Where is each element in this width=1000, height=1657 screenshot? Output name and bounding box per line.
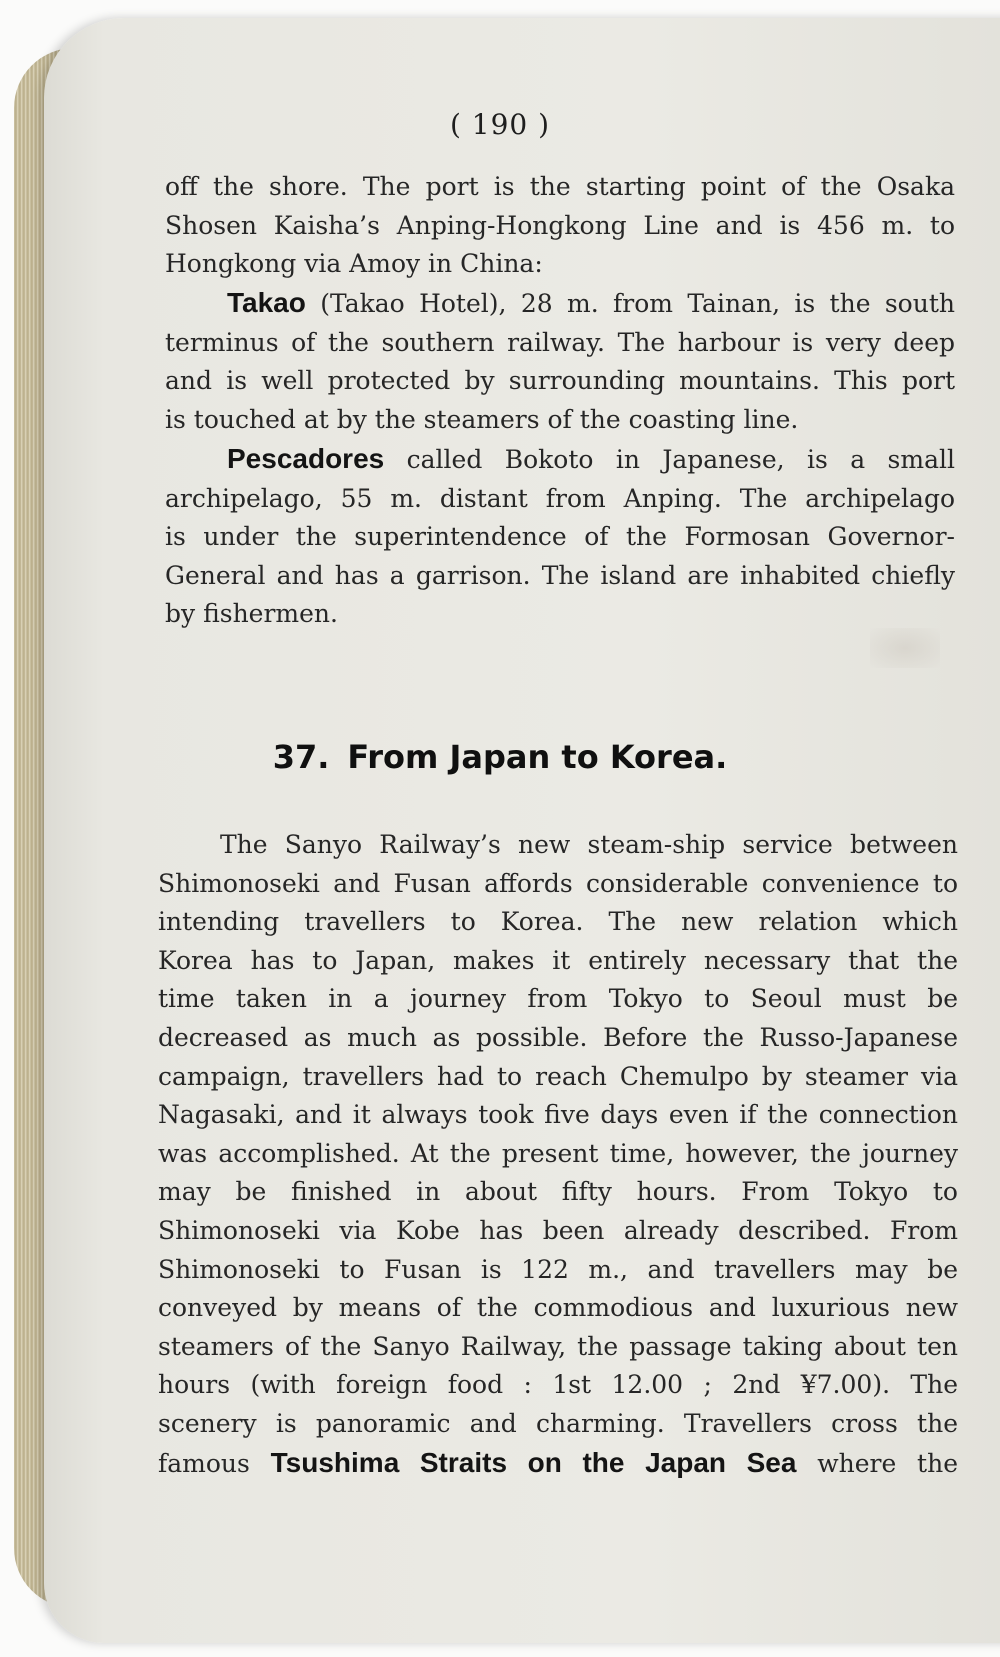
- text-line: terminus of the southern railway. The harbour is very deep: [165, 327, 955, 357]
- text-line: Hongkong via Amoy in China:: [165, 249, 543, 278]
- text-run: where the: [817, 1448, 958, 1478]
- section-heading: [0, 738, 1000, 776]
- text-line: and is well protected by surrounding mountains. This port: [165, 366, 955, 395]
- text-line: Shimonoseki and Fusan affords considerable convenience to: [158, 868, 958, 898]
- text-line: General and has a garrison. The island are inhabited chiefly: [165, 560, 955, 590]
- text-line: scenery is panoramic and charming. Travellers cross the: [158, 1408, 958, 1438]
- paragraph-top: [165, 168, 955, 284]
- text-line: conveyed by means of the commodious and luxurious new: [158, 1293, 958, 1323]
- paragraph-korea: [158, 826, 958, 1483]
- text-line: [158, 1444, 958, 1484]
- text-line: decreased as much as possible. Before the Russo-Japanese: [158, 1022, 958, 1052]
- text-line: Shimonoseki to Fusan is 122 m., and travellers may be: [158, 1254, 958, 1284]
- keyword-takao: Takao: [227, 287, 306, 318]
- text-line: may be finished in about fifty hours. From Tokyo to: [158, 1177, 958, 1207]
- text-line: Shimonoseki via Kobe has been already described. From: [158, 1215, 958, 1245]
- text-line: time taken in a journey from Tokyo to Seoul must be: [158, 984, 958, 1014]
- text-line: campaign, travellers had to reach Chemulpo by steamer via: [158, 1061, 958, 1091]
- keyword-pescadores: Pescadores: [227, 443, 385, 474]
- text-line: was accomplished. At the present time, however, the journey: [158, 1138, 958, 1168]
- text-line: Korea has to Japan, makes it entirely necessary that the: [158, 945, 958, 975]
- section-title: From Japan to Korea.: [347, 738, 728, 776]
- page-number: ( 190 ): [449, 108, 551, 141]
- section-number: 37.: [272, 738, 330, 776]
- text-run: (Takao Hotel), 28 m. from Tainan, is the south: [320, 289, 955, 318]
- text-line: off the shore. The port is the starting point of the Osaka: [165, 172, 955, 201]
- keyword-tsushima-straits: Tsushima Straits on the Japan Sea: [270, 1446, 797, 1478]
- text-line: Shosen Kaisha’s Anping-Hongkong Line and is 456 m. to: [165, 210, 955, 240]
- text-line: intending travellers to Korea. The new relation which: [158, 907, 958, 937]
- text-line: [165, 440, 955, 480]
- paragraph-pescadores: [165, 440, 955, 634]
- text-line: steamers of the Sanyo Railway, the passage taking about ten: [158, 1331, 958, 1361]
- text-line: Nagasaki, and it always took five days even if the connection: [158, 1100, 958, 1130]
- text-line: by fishermen.: [165, 599, 338, 628]
- text-line: is touched at by the steamers of the coasting line.: [165, 404, 799, 434]
- text-line: [165, 284, 955, 324]
- text-line: archipelago, 55 m. distant from Anping. The archipelago: [165, 483, 955, 513]
- text-line: is under the superintendence of the Formosan Governor-: [165, 522, 955, 551]
- text-run: famous: [158, 1448, 250, 1478]
- paper-stain: [870, 628, 940, 668]
- text-run: called Bokoto in Japanese, is a small: [406, 445, 955, 474]
- text-line: hours (with foreign food : 1st 12.00 ; 2nd ¥7.00). The: [158, 1370, 958, 1400]
- paragraph-takao: [165, 284, 955, 439]
- text-line: The Sanyo Railway’s new steam-ship service between: [220, 830, 958, 859]
